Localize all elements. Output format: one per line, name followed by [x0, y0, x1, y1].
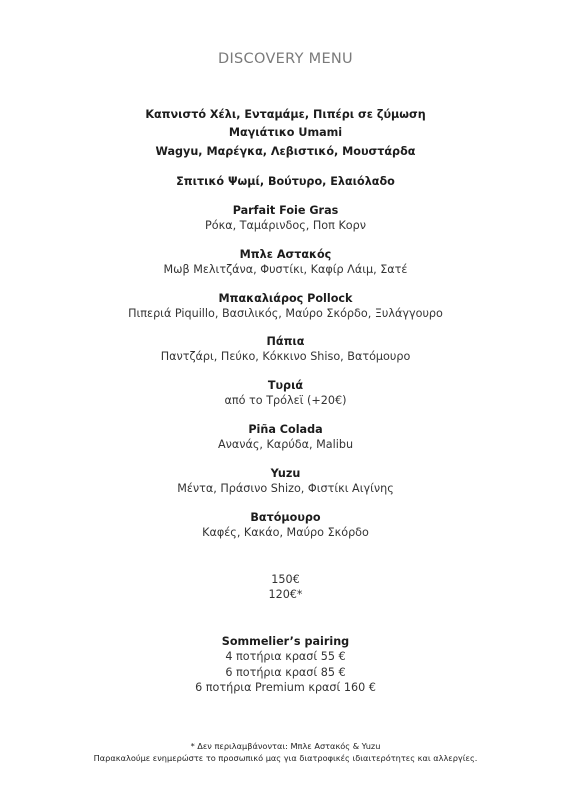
course-name: Parfait Foie Gras	[232, 204, 339, 217]
starter-item: Wagyu, Μαρέγκα, Λεβιστικό, Μουστάρδα	[155, 145, 416, 158]
course-name: Μπακαλιάρος Pollock	[218, 292, 353, 305]
menu-title: DISCOVERY MENU	[218, 51, 353, 67]
menu-price: 120€*	[268, 588, 303, 601]
footer-allergy-notice: Παρακαλούμε ενημερώστε το προσωπικό μας για διατροφικές ιδιαιτερότητες και αλλεργίες.	[93, 753, 478, 763]
course-name: Μπλε Αστακός	[239, 248, 332, 261]
bread-item: Σπιτικό Ψωμί, Βούτυρο, Ελαιόλαδο	[176, 175, 395, 188]
pairing-option: 6 ποτήρια Premium κρασί 160 €	[195, 681, 376, 694]
course-name: Piña Colada	[248, 423, 323, 436]
footer-note: * Δεν περιλαμβάνονται: Μπλε Αστακός & Yuzu	[190, 741, 381, 751]
course-name: Yuzu	[270, 467, 301, 480]
course-description: Ρόκα, Ταμάρινδος, Ποπ Κορν	[205, 219, 366, 232]
course-name: Πάπια	[266, 335, 305, 348]
course-description: Ανανάς, Καρύδα, Malibu	[217, 438, 354, 451]
course-name: Τυριά	[267, 379, 304, 392]
starter-item: Καπνιστό Χέλι, Ενταμάμε, Πιπέρι σε ζύμωση	[145, 108, 426, 121]
pairing-option: 4 ποτήρια κρασί 55 €	[225, 650, 346, 663]
course-description: Παντζάρι, Πεύκο, Κόκκινο Shiso, Βατόμουρο	[160, 350, 411, 363]
pairing-title: Sommelier’s pairing	[221, 635, 350, 648]
course-description: Μέντα, Πράσινο Shizo, Φιστίκι Αιγίνης	[177, 482, 394, 495]
menu-price: 150€	[271, 573, 300, 586]
starter-item: Μαγιάτικο Umami	[228, 126, 343, 139]
course-description: Καφές, Κακάο, Μαύρο Σκόρδο	[202, 526, 369, 539]
course-description: Μωβ Μελιτζάνα, Φυστίκι, Καφίρ Λάιμ, Σατέ	[163, 263, 408, 276]
course-name: Βατόμουρο	[250, 511, 321, 524]
pairing-option: 6 ποτήρια κρασί 85 €	[225, 666, 346, 679]
course-description: Πιπεριά Piquillo, Βασιλικός, Μαύρο Σκόρδο, Ξυλάγγουρο	[128, 307, 443, 320]
course-description: από το Τρόλεϊ (+20€)	[224, 394, 347, 407]
